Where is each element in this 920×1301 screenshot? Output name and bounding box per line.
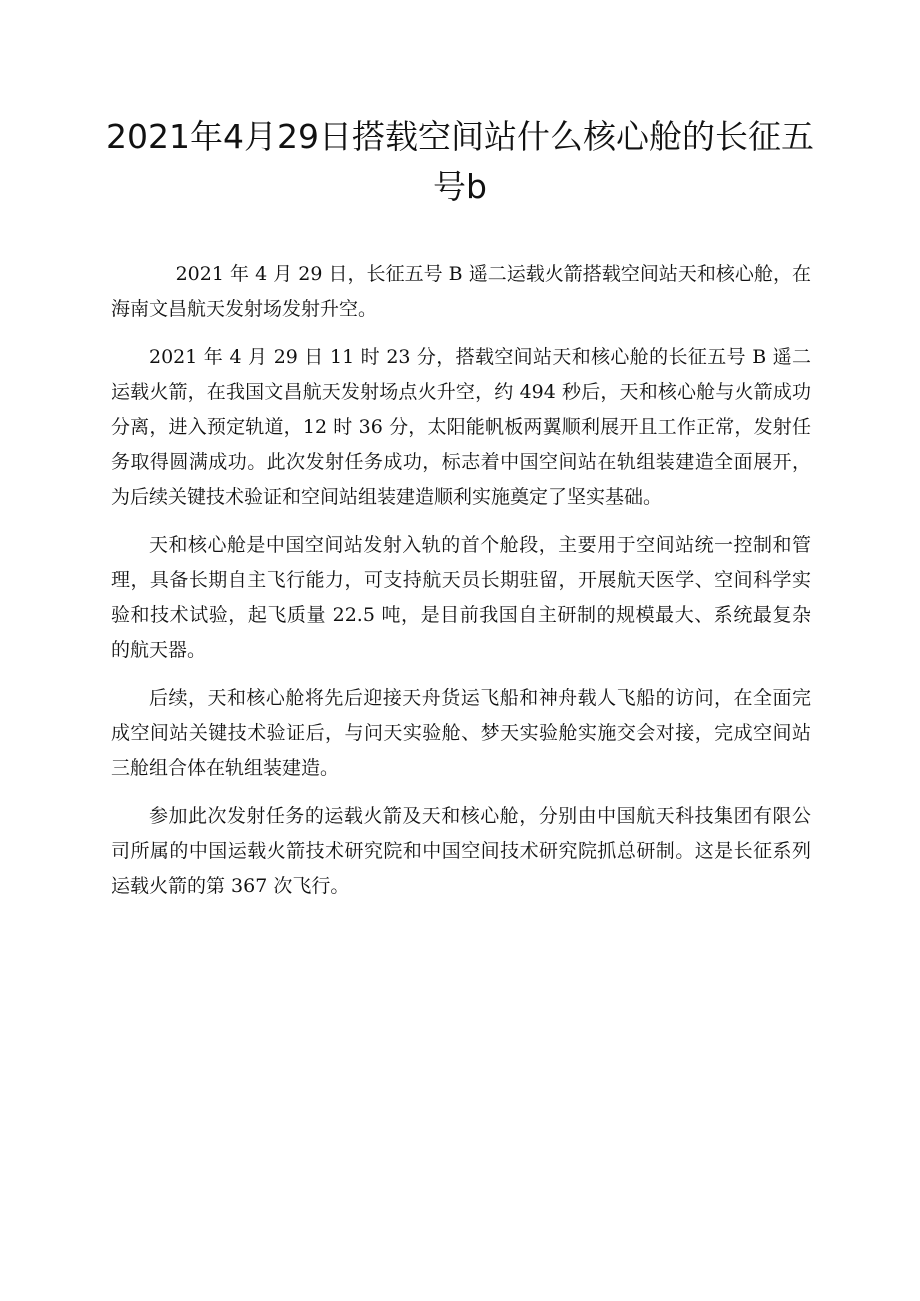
paragraph-launch-details: 2021 年 4 月 29 日 11 时 23 分，搭载空间站天和核心舱的长征五号 B 遥二运载火箭，在我国文昌航天发射场点火升空，约 494 秒后，天和核心舱与火箭成功分离，进入预定轨道，12 时 36 分，太阳能帆板两翼顺利展开且工作正常，发射任务取得圆满成功。此次发射任务成功，标志着中国空间站在轨组装建造全面展开，为后续关键技术验证和空间站组装建造顺利实施奠定了坚实基础。: [111, 346, 811, 508]
paragraph-launch-summary: 2021 年 4 月 29 日，长征五号 B 遥二运载火箭搭载空间站天和核心舱，在海南文昌航天发射场发射升空。: [111, 263, 811, 320]
paragraph-follow-up: 后续，天和核心舱将先后迎接天舟货运飞船和神舟载人飞船的访问，在全面完成空间站关键技术验证后，与问天实验舱、梦天实验舱实施交会对接，完成空间站三舱组合体在轨组装建造。: [111, 687, 811, 779]
paragraph-organizations: 参加此次发射任务的运载火箭及天和核心舱，分别由中国航天科技集团有限公司所属的中国运载火箭技术研究院和中国空间技术研究院抓总研制。这是长征系列运载火箭的第 367 次飞行。: [111, 805, 811, 897]
document-body: [111, 257, 811, 917]
document-title: 2021年4月29日搭载空间站什么核心舱的长征五号b: [106, 117, 814, 206]
paragraph-core-module: 天和核心舱是中国空间站发射入轨的首个舱段，主要用于空间站统一控制和管理，具备长期自主飞行能力，可支持航天员长期驻留，开展航天医学、空间科学实验和技术试验，起飞质量 22.5 吨，是目前我国自主研制的规模最大、系统最复杂的航天器。: [111, 534, 811, 661]
